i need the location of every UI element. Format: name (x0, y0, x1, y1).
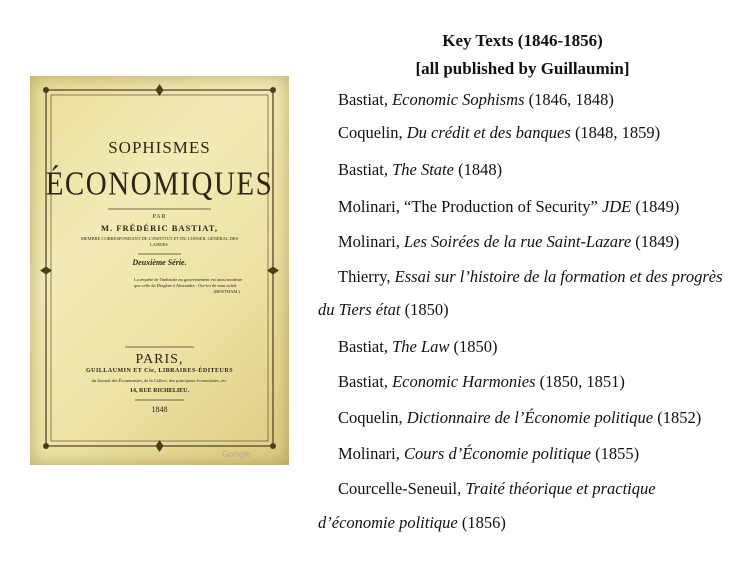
entry-title: Economic Sophisms (392, 90, 525, 109)
list-item-continuation (318, 513, 506, 533)
entry-years: (1852) (653, 408, 702, 427)
entry-title: Dictionnaire de l’Économie politique (406, 408, 654, 427)
cover-author-titles: MEMBRE CORRESPONDANT DE L'INSTITUT ET DU CONSEIL GÉNÉRAL DES LANDES. (80, 236, 239, 247)
entry-years: (1850) (400, 300, 449, 319)
entry-title: d’économie politique (318, 513, 458, 532)
cover-epigraph (134, 277, 246, 295)
entry-title: The Law (392, 337, 450, 356)
entry-title: Essai sur l’histoire de la formation et des progrès (394, 267, 723, 286)
cover-year: 1848 (151, 405, 168, 414)
entry-years: (1855) (590, 444, 640, 463)
cover-author: M. FRÉDÉRIC BASTIAT, (101, 223, 218, 233)
entry-years: (1846, 1848) (524, 90, 614, 109)
entry-author: Molinari, “The Production of Security” (338, 197, 602, 216)
list-item (338, 90, 614, 110)
entry-title: The State (392, 160, 454, 179)
cover-epigraph-source: (BENTHAM.) (213, 289, 240, 294)
cover-par: PAR (152, 214, 167, 220)
list-item (338, 444, 639, 464)
page-title: Key Texts (1846-1856) (442, 31, 603, 50)
entry-title: du Tiers état (318, 300, 401, 319)
cover-series: Deuxième Série. (132, 258, 187, 267)
list-item (338, 337, 498, 357)
list-item (338, 479, 656, 499)
entry-author: Molinari, (338, 444, 404, 463)
entry-title: Cours d’Économie politique (404, 444, 591, 463)
cover-publisher-detail: du Journal des Économistes, de la Collect. des principaux économistes, etc. (91, 378, 228, 383)
entry-author: Courcelle-Seneuil, (338, 479, 466, 498)
list-item (338, 372, 625, 392)
entry-years: (1856) (457, 513, 506, 532)
cover-street: 14, RUE RICHELIEU. (129, 388, 189, 394)
list-item (338, 160, 502, 180)
entry-author: Bastiat, (338, 337, 393, 356)
entry-author: Molinari, (338, 232, 404, 251)
entry-years: (1848) (453, 160, 503, 179)
list-item (338, 197, 679, 217)
cover-watermark: Google (221, 449, 251, 459)
book-cover-image (30, 76, 289, 465)
entry-title: Du crédit et des banques (406, 123, 571, 142)
entry-title: Traité théorique et practique (465, 479, 656, 498)
list-item-continuation (318, 300, 449, 320)
entry-title: Les Soirées de la rue Saint-Lazare (404, 232, 632, 251)
entry-years: (1849) (631, 232, 680, 251)
entry-author: Bastiat, (338, 160, 393, 179)
list-item (338, 267, 723, 287)
entry-author: Coquelin, (338, 408, 407, 427)
entry-author: Bastiat, (338, 90, 393, 109)
entry-title: JDE (601, 197, 632, 216)
entry-author: Thierry, (338, 267, 395, 286)
entry-years: (1848, 1859) (570, 123, 661, 142)
entry-years: (1850) (449, 337, 498, 356)
page-subtitle: [all published by Guillaumin] (415, 59, 630, 78)
entry-author: Bastiat, (338, 372, 393, 391)
cover-title-line2: ÉCONOMIQUES (45, 165, 274, 203)
entry-title: Economic Harmonies (392, 372, 536, 391)
cover-city: PARIS, (135, 352, 184, 367)
cover-title-line1: SOPHISMES (108, 138, 211, 157)
cover-publisher: GUILLAUMIN ET Cie, LIBRAIRES-ÉDITEURS (85, 368, 234, 374)
entry-author: Coquelin, (338, 123, 407, 142)
list-item (338, 123, 660, 143)
cover-epigraph-text: La requête de l'industrie au gouvernement est aussi modeste que celle de Diogène à Alexandre : Ote-toi de mon soleil. (134, 277, 243, 288)
entry-years: (1850, 1851) (535, 372, 625, 391)
entry-years: (1849) (631, 197, 680, 216)
list-item (338, 408, 701, 428)
list-item (338, 232, 679, 252)
